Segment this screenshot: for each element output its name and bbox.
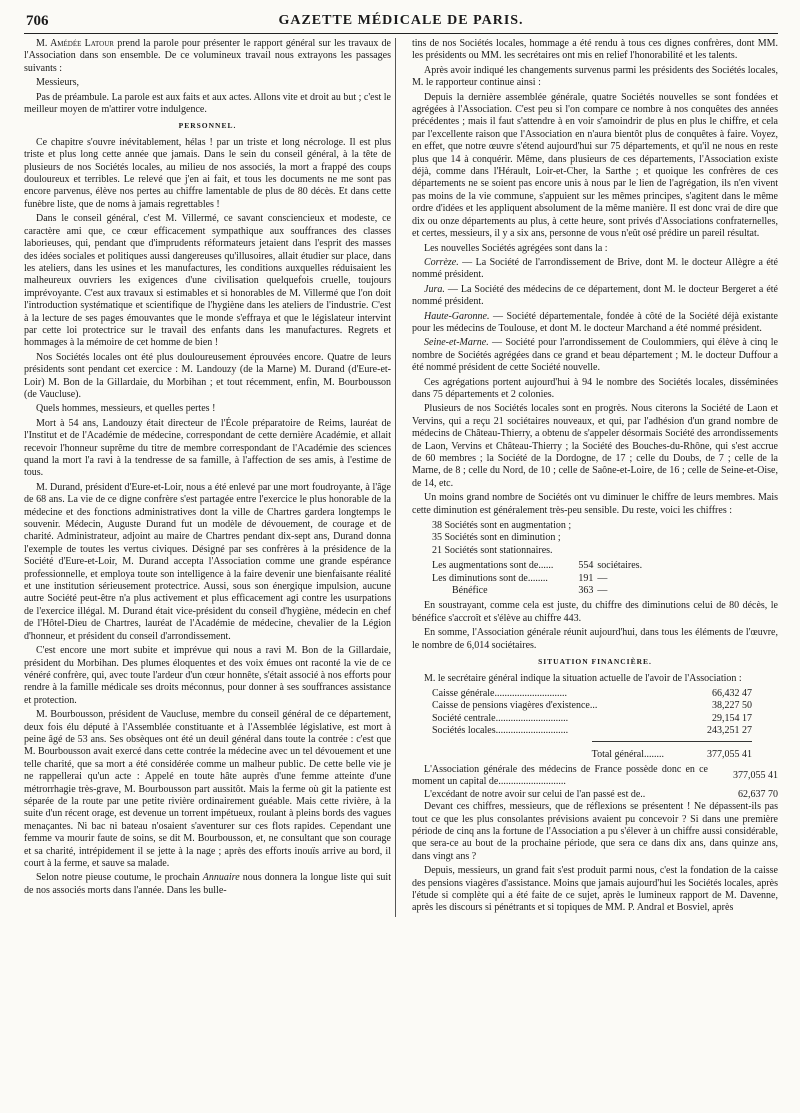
paragraph: tins de nos Sociétés locales, hommage a été rendu à tous ces dignes confrères, dont MM. les présidents ou MM. les secrétaires ont mis en relief l'honorabilité et les talents. xyxy=(412,38,778,62)
paragraph: Ce chapitre s'ouvre inévitablement, hélas ! par un triste et long nécrologe. Il est plus triste et plus long cette année que jamais. Dans le sein du conseil général, à la tête de plusieurs de nos Sociétés locales, au milieu de nos associés, la mort a frappé des coups douloureux et terribles. Le relevé que j'en ai fait, et tous les documents ne me sont pas encore parvenus, élève nos pertes au chiffre lamentable de plus de 80 décès. Et dans cette funèbre liste, que de noms à jamais regrettables ! xyxy=(24,136,391,210)
table-row: L'Association générale des médecins de France possède donc en ce moment un capital de........................... 377,055 41 xyxy=(412,763,778,788)
table-row: Caisse générale............................. 66,432 47 xyxy=(432,687,752,699)
two-column-body xyxy=(24,38,778,917)
paragraph: M. Durand, président d'Eure-et-Loir, nous a été enlevé par une mort foudroyante, à l'âge de 68 ans. La vie de ce digne confrère s'est partagée entre l'exercice le plus honorable de la médecine et des fonctions administratives dont la ville de Chartres gardera longtemps le souvenir. Médecin, Auguste Durand fut un modèle de dévouement, de courage et de charité. Administrateur, adjoint au maire de Chartres pendant dix-sept ans, Durand donna l'exemple de toutes les vertus civiques. Désigné par ses confrères à la présidence de la Société d'Eure-et-Loir, M. Durand accepta l'Association comme une grande espérance professionnelle, et employa toute son intelligence à la faire devenir une bienfaisante réalité et une institution sérieusement protectrice. Aussi, sous son énergique impulsion, aucune autre Société peut-être n'a plus activement et plus efficacement agi contre les usurpations de l'exercice illégal. M. Durand était vice-président du conseil d'hygiène, médecin en chef de l'Hôtel-Dieu de Chartres, lauréat de l'Académie de médecine, chevalier de la Légion d'honneur, et président du conseil d'arrondissement. xyxy=(24,481,391,642)
journal-title: GAZETTE MÉDICALE DE PARIS. xyxy=(278,13,524,28)
paragraph: M. le secrétaire général indique la situation actuelle de l'avoir de l'Association : xyxy=(424,672,742,684)
table-row: Bénéfice 363 — xyxy=(452,585,608,597)
paragraph: M. Amédée Latour prend la parole pour présenter le rapport général sur les travaux de l'Association dans son ensemble. De ce volumineux travail nous extrayons les passages suivants : xyxy=(24,38,391,74)
paragraph: Les nouvelles Sociétés agrégées sont dans la : xyxy=(424,242,608,254)
paragraph: Messieurs, xyxy=(36,77,80,89)
paragraph: Selon notre pieuse coutume, le prochain Annuaire nous donnera la longue liste qui suit de nos associés morts dans l'année. Dans les bulle- xyxy=(24,872,391,896)
paragraph: En somme, l'Association générale réunit aujourd'hui, dans tous les éléments de l'œuvre, le nombre de 6,014 sociétaires. xyxy=(412,627,778,651)
paragraph: M. Bourbousson, président de Vaucluse, membre du conseil général de ce département, deux fois élu député à l'Assemblée constituante et à l'Assemblée législative, est mort à peine âgé de 53 ans. Ses obsèques ont été un deuil général dans toute la contrée : c'est que M. Bourbousson avait exercé dans cette contrée la médecine avec un tel dévouement et une telle charité, que sa mort a été considérée comme un malheur public. De cette belle vie je ne rappellerai qu'un acte : Appelé en toute hâte auprès d'une femme atteinte d'une métrorrhagie très-grave, M. Bourbousson part aussitôt. Mais la ferme où git la patiente est séparée de la route par une petite rivière ordinairement guéable. Mais cette rivière, à la suite d'un récent orage, est devenue un torrent impétueux, roulant à pleins bords des vagues menaçantes. Ni bac ni bateau n'osaient s'aventurer sur ces flots rapides. Cependant une femme va mourir faute de soins, se dit M. Bourbousson, et, ne consultant que son courage et sa charité, intrépidement il se jette à la nage ; après des efforts inouïs arrive au bord, il court à la ferme, et sauve sa malade. xyxy=(24,709,391,869)
paragraph: Après avoir indiqué les changements survenus parmi les présidents des Sociétés locales, M. le rapporteur continue ainsi : xyxy=(412,64,778,89)
paragraph: Ces agrégations portent aujourd'hui à 94 le nombre des Sociétés locales, disséminées dans 75 départements et 2 colonies. xyxy=(412,376,778,400)
society-counts-table xyxy=(432,520,575,557)
table-row: L'excédant de notre avoir sur celui de l'an passé est de.. 62,637 70 xyxy=(424,788,778,800)
table-row: Les augmentations sont de...... 554 sociétaires. xyxy=(432,560,643,572)
table-row: Sociétés locales............................. 243,251 27 xyxy=(432,725,752,737)
paragraph: C'est encore une mort subite et imprévue qui nous a ravi M. Bon de la Gillardaie, président du Morbihan. Des plumes éloquentes et des voix émues ont raconté la vie de ce vénéré confrère, qui, avec toute l'ardeur d'un cœur honnête, s'était associé à nos efforts pour rendre à la famille médicale ses droits méconnus, pour donner à ses souffrances assistance et protection. xyxy=(24,645,391,706)
paragraph: Nos Sociétés locales ont été plus douloureusement éprouvées encore. Quatre de leurs présidents sont pendant cet exercice : M. Landouzy (de la Marne) M. Durand (d'Eure-et-Loir) M. Bon de la Gillardaie, du Morbihan ; et tout récemment, enfin, M. Bourbousson (de Vaucluse). xyxy=(24,351,391,400)
paragraph: Haute-Garonne. — Société départementale, fondée à côté de la Société déjà existante pour les médecins de Toulouse, et dont M. le docteur Marchand a été nommé président. xyxy=(412,310,778,334)
section-heading-personnel: PERSONNEL. xyxy=(178,121,237,131)
table-row: Caisse de pensions viagères d'existence... 38,227 50 xyxy=(432,700,752,712)
capital-table xyxy=(412,764,778,801)
page-header xyxy=(24,10,778,34)
finances-table xyxy=(432,688,752,738)
paragraph: Depuis, messieurs, un grand fait s'est produit parmi nous, c'est la fondation de la caisse des pensions viagères d'assistance. Moins que jamais aujourd'hui les Sociétés locales, après l'étude si complète qui a été faite de ce sujet, après le lumineux rapport de M. Davenne, après les discours si pénétrants et si topiques de MM. P. Andral et Bosviel, après xyxy=(412,865,778,914)
table-row: Les diminutions sont de........ 191 — xyxy=(432,572,608,584)
total-table xyxy=(432,745,752,761)
paragraph: Depuis la dernière assemblée générale, quatre Sociétés nouvelles se sont fondées et agrégées à l'Association. C'est peu si l'on compare ce nombre à nos conquêtes des années précédentes ; mais il faut s'attendre à en voir s'amoindrir de plus en plus le chiffre, et cela par l'excellente raison que l'Association en n'aura bientôt plus de conquêtes à faire. Voyez, en effet, que notre œuvre s'étend aujourd'hui sur 75 départements, et qu'il ne nous en reste plus que 14 à conquérir. Même, dans plusieurs de ces départements, l'Association existe déjà, comme dans l'Hérault, Loir-et-Cher, la Sarthe ; et quoique les confrères de ces départements ne se soient pas encore unis à nous par le lien de l'agrégation, ils n'en vivent pas moins de la vie commune, s'appuient sur les mêmes principes, s'agitent dans le même ordre d'idées et les appliquent absolument de la même manière. Il est donc vrai de dire que dix ou onze départements au plus, à cette heure, sont privés d'Associations confraternelles, et certes, messieurs, il y a six ans, personne de vous n'eût osé prédire un pareil résultat. xyxy=(412,91,778,240)
total-divider xyxy=(592,741,752,742)
paragraph: Dans le conseil général, c'est M. Villermé, ce savant consciencieux et modeste, ce caractère ami que, ce cœur efficacement sympathique aux souffrances des classes laborieuses, qui, pendant que d'imprudents réformateurs jetaient dans l'esprit des masses des idées sociales et politiques aussi dangereuses qu'illusoires, allait étudier sur place, dans les ateliers, dans les usines et les manufactures, les conditions auxquelles réduisaient les malheureux ouvriers les exigences d'une civilisation quelquefois cruelle, toujours imprévoyante. C'est aux travaux si estimables et si honorables de M. Villermé que l'on doit l'introduction systématique et scientifique de l'hygiène dans les ateliers de l'industrie. C'est à la lecture de ses pages émouvantes que le monde s'effraya et que le législateur intervint par cette loi protectrice sur le travail des enfants dans les manufactures. Regrets et hommages à la mémoire de cet homme de bien ! xyxy=(24,213,391,349)
left-column xyxy=(24,38,396,917)
paragraph: Devant ces chiffres, messieurs, que de réflexions se présentent ! Ne dépassent-ils pas tout ce que les plus consolantes prévisions avaient pu concevoir ? Si dans une première période de cinq ans la fortune de l'Association a pu s'élever à un chiffre aussi considérable, que sera-ce au bout de la prochaine période, que sera ce dans dix ans, dans quinze ans, dans vingt ans ? xyxy=(412,801,778,862)
paragraph: Un moins grand nombre de Sociétés ont vu diminuer le chiffre de leurs membres. Mais cette diminution est généralement très-peu sensible. Du reste, voici les chiffres : xyxy=(412,492,778,516)
page-number: 706 xyxy=(26,13,49,29)
table-row: 38 Sociétés sont en augmentation ; xyxy=(432,520,572,532)
paragraph: En soustrayant, comme cela est juste, du chiffre des diminutions celui de 80 décès, le bénéfice s'accroît et s'élève au chiffre 443. xyxy=(412,600,778,624)
right-column xyxy=(406,38,778,917)
paragraph: Jura. — La Société des médecins de ce département, dont M. le docteur Bergeret a été nommé président. xyxy=(412,283,778,308)
paragraph: Corrèze. — La Société de l'arrondissement de Brive, dont M. le docteur Allègre a été nommé président. xyxy=(412,256,778,281)
section-heading-finances: SITUATION FINANCIÈRE. xyxy=(538,657,652,667)
paragraph: Mort à 54 ans, Landouzy était directeur de l'École préparatoire de Reims, lauréat de l'Institut et de l'Académie de médecine, correspondant de cette dernière Académie, et allait recevoir l'honneur suprême du titre de membre correspondant de l'Académie des sciences quand la mort l'a ravi à la tendresse de sa famille, à l'affection de ses amis, à l'estime de tous. xyxy=(24,417,391,479)
paragraph: Pas de préambule. La parole est aux faits et aux actes. Allons vite et droit au but ; c'est le meilleur moyen de m'attirer votre indulgence. xyxy=(24,91,391,116)
table-row: Société centrale............................. 29,154 17 xyxy=(432,712,752,724)
annuaire-title: Annuaire xyxy=(202,872,240,884)
table-row: 35 Sociétés sont en diminution ; xyxy=(432,532,561,544)
author-name: M. Amédée Latour xyxy=(36,38,114,49)
table-row: 21 Sociétés sont stationnaires. xyxy=(432,544,553,556)
table-row: Total général........ 377,055 41 xyxy=(591,748,752,760)
paragraph: Seine-et-Marne. — Société pour l'arrondissement de Coulommiers, qui élève à cinq le nombre de Sociétés agrégées dans ce grand et beau département ; M. le docteur Duffour a été nommé président de cette Société nouvelle. xyxy=(412,337,778,374)
paragraph: Plusieurs de nos Sociétés locales sont en progrès. Nous citerons la Société de Laon et Vervins, qui a reçu 21 sociétaires nouveaux, et qui, par l'adhésion d'un grand nombre de médecins de Château-Thierry, a obtenu de s'appeler désormais Société des arrondissements de Laon, Vervins et Château-Thierry ; la Société des Bouches-du-Rhône, qui s'est accrue de 60 membres ; la Société de la Dordogne, de 17 ; celle du Doubs, de 7 ; celle de la Marne, de 8 ; celle du Nord, de 10 ; celle de Saône-et-Loire, de 16 ; celle de Seine-et-Oise, de 14, etc. xyxy=(412,403,778,489)
membership-movement-table xyxy=(432,560,646,597)
paragraph: Quels hommes, messieurs, et quelles pertes ! xyxy=(36,403,216,415)
